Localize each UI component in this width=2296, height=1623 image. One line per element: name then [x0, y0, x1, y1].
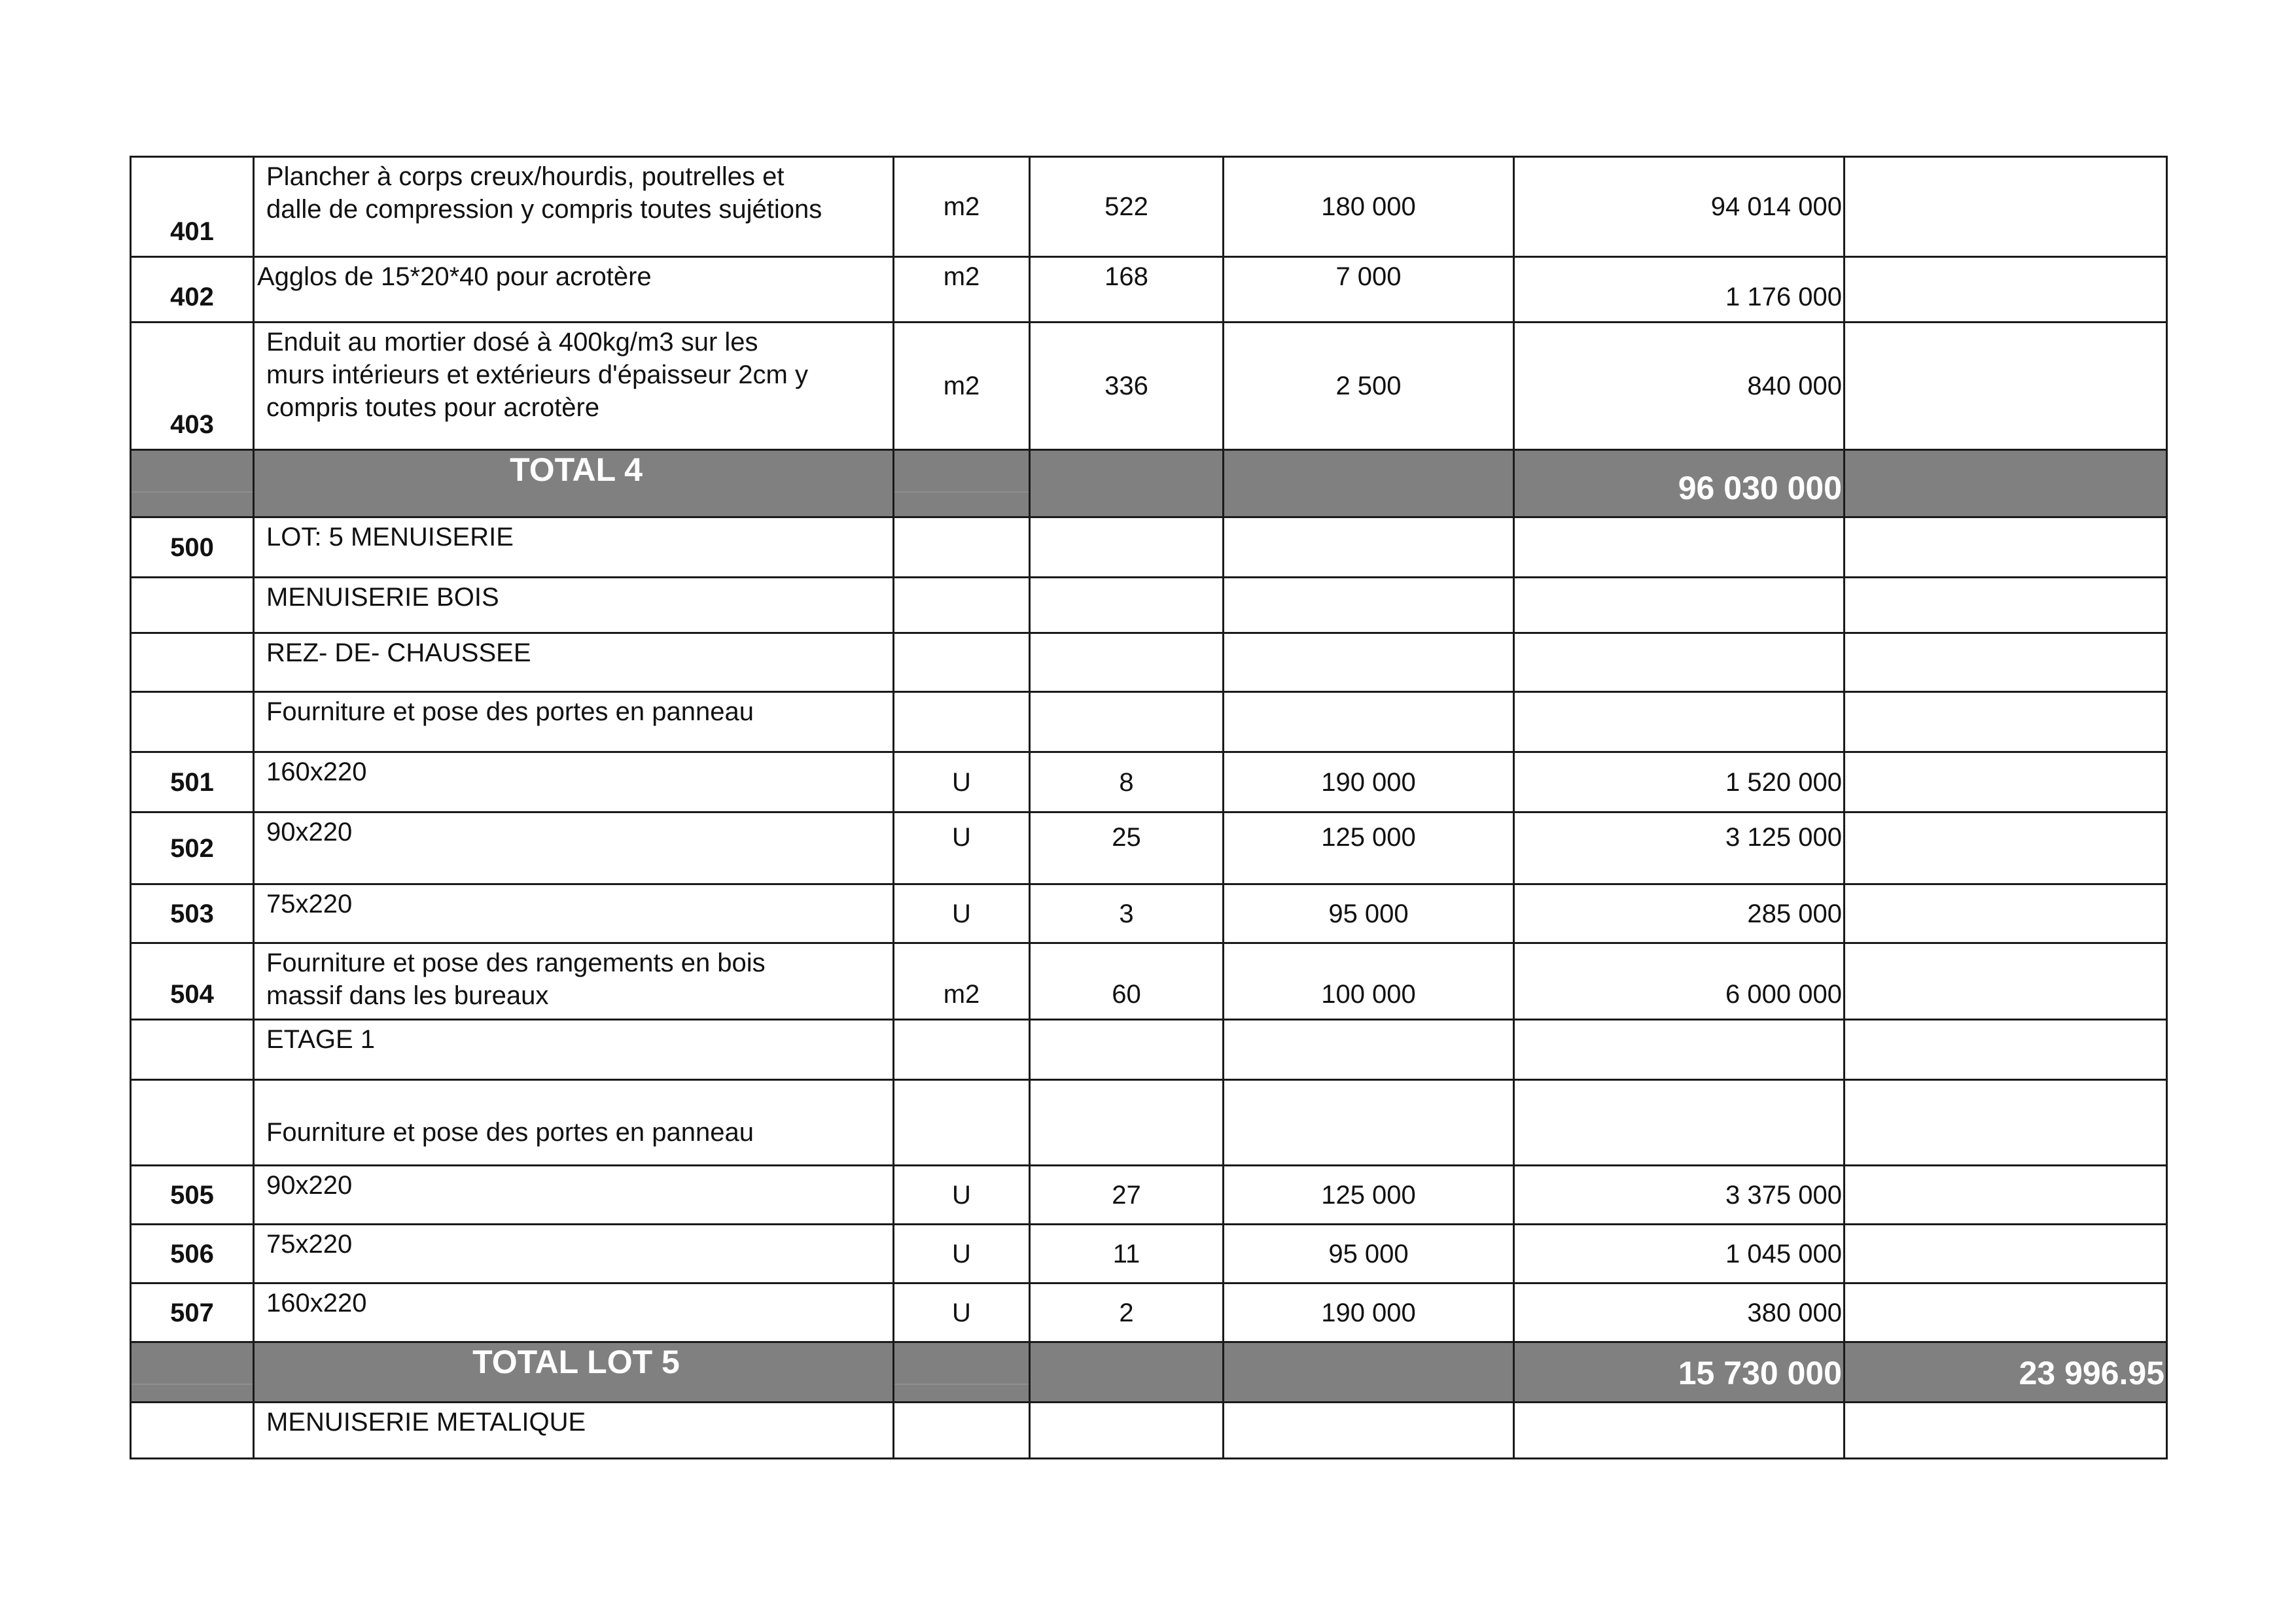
item-code: [131, 692, 254, 752]
table-row: [131, 157, 2167, 257]
item-unit: [894, 633, 1030, 692]
description-line: 160x220: [266, 1289, 367, 1318]
item-unit: U: [894, 812, 1030, 884]
item-unit-price: 2 500: [1224, 323, 1514, 450]
description-line: 75x220: [266, 1230, 353, 1259]
item-description: [254, 517, 894, 578]
item-code: [131, 1403, 254, 1459]
item-quantity: 336: [1030, 323, 1224, 450]
item-extra: [1845, 1283, 2167, 1342]
item-description: [254, 157, 894, 257]
item-extra: [1845, 884, 2167, 943]
item-quantity: 2: [1030, 1283, 1224, 1342]
table-row: [131, 578, 2167, 633]
item-code: [131, 1080, 254, 1166]
item-code: [131, 578, 254, 633]
item-description: [254, 943, 894, 1020]
total-row: [131, 1342, 2167, 1403]
total-code-cell: [131, 1342, 254, 1403]
table-row: [131, 1283, 2167, 1342]
item-code: 500: [131, 517, 254, 578]
item-quantity: [1030, 1080, 1224, 1166]
item-description: [254, 1403, 894, 1459]
item-quantity: [1030, 633, 1224, 692]
item-unit-price: 125 000: [1224, 812, 1514, 884]
item-amount: [1514, 517, 1845, 578]
item-unit: m2: [894, 323, 1030, 450]
description-line: 75x220: [266, 890, 353, 918]
item-code: 502: [131, 812, 254, 884]
item-unit: U: [894, 1166, 1030, 1225]
table-row: [131, 752, 2167, 812]
total-qty-cell: [1030, 1342, 1224, 1403]
item-unit: U: [894, 1283, 1030, 1342]
item-amount: 1 176 000: [1514, 257, 1845, 323]
item-extra: [1845, 812, 2167, 884]
item-description: [254, 633, 894, 692]
table-row: [131, 812, 2167, 884]
item-amount: [1514, 578, 1845, 633]
item-extra: [1845, 323, 2167, 450]
item-description: [254, 1166, 894, 1225]
item-unit-price: 190 000: [1224, 1283, 1514, 1342]
description-line: compris toutes pour acrotère: [266, 393, 600, 422]
total-label: TOTAL LOT 5: [254, 1342, 894, 1403]
item-unit-price: 100 000: [1224, 943, 1514, 1020]
table-row: [131, 1403, 2167, 1459]
item-description: [254, 812, 894, 884]
total-code-cell: [131, 450, 254, 517]
description-line: 90x220: [266, 818, 353, 846]
item-quantity: 3: [1030, 884, 1224, 943]
item-unit: [894, 692, 1030, 752]
item-unit: U: [894, 752, 1030, 812]
description-line: REZ- DE- CHAUSSEE: [266, 638, 531, 667]
total-row: [131, 450, 2167, 517]
item-amount: 840 000: [1514, 323, 1845, 450]
description-line: Fourniture et pose des rangements en bois: [266, 949, 766, 977]
item-quantity: 27: [1030, 1166, 1224, 1225]
item-description: [254, 323, 894, 450]
item-code: 501: [131, 752, 254, 812]
item-quantity: 522: [1030, 157, 1224, 257]
item-unit-price: 95 000: [1224, 884, 1514, 943]
total-qty-cell: [1030, 450, 1224, 517]
item-extra: [1845, 633, 2167, 692]
item-description: [254, 884, 894, 943]
item-unit-price: [1224, 517, 1514, 578]
item-unit-price: [1224, 692, 1514, 752]
item-extra: [1845, 692, 2167, 752]
item-extra: [1845, 1020, 2167, 1080]
item-quantity: 25: [1030, 812, 1224, 884]
item-unit-price: 125 000: [1224, 1166, 1514, 1225]
description-line: Enduit au mortier dosé à 400kg/m3 sur les: [266, 328, 758, 357]
description-line: LOT: 5 MENUISERIE: [266, 523, 514, 551]
item-amount: 285 000: [1514, 884, 1845, 943]
item-quantity: [1030, 1403, 1224, 1459]
item-code: 504: [131, 943, 254, 1020]
total-pu-cell: [1224, 450, 1514, 517]
item-description: [254, 257, 894, 323]
description-line: Fourniture et pose des portes en panneau: [266, 1118, 754, 1147]
description-line: ETAGE 1: [266, 1025, 375, 1054]
item-description: [254, 578, 894, 633]
item-extra: [1845, 517, 2167, 578]
description-line: dalle de compression y compris toutes sujétions: [266, 195, 822, 224]
item-extra: [1845, 1166, 2167, 1225]
item-quantity: [1030, 692, 1224, 752]
item-amount: 1 045 000: [1514, 1225, 1845, 1283]
item-unit: [894, 517, 1030, 578]
item-amount: 6 000 000: [1514, 943, 1845, 1020]
item-amount: 380 000: [1514, 1283, 1845, 1342]
item-unit: [894, 1020, 1030, 1080]
item-unit: m2: [894, 257, 1030, 323]
item-code: 401: [131, 157, 254, 257]
item-extra: [1845, 943, 2167, 1020]
item-unit: [894, 1080, 1030, 1166]
table-row: [131, 257, 2167, 323]
item-amount: 1 520 000: [1514, 752, 1845, 812]
item-code: 505: [131, 1166, 254, 1225]
item-description: [254, 1020, 894, 1080]
total-unit-cell: [894, 450, 1030, 517]
item-code: 403: [131, 323, 254, 450]
description-line: Fourniture et pose des portes en panneau: [266, 697, 754, 726]
item-quantity: 168: [1030, 257, 1224, 323]
item-unit: U: [894, 1225, 1030, 1283]
item-quantity: 60: [1030, 943, 1224, 1020]
item-code: 503: [131, 884, 254, 943]
table-row: [131, 323, 2167, 450]
item-amount: 3 375 000: [1514, 1166, 1845, 1225]
description-line: [266, 1083, 886, 1116]
item-unit: U: [894, 884, 1030, 943]
item-unit-price: 180 000: [1224, 157, 1514, 257]
item-code: [131, 1020, 254, 1080]
item-code: 506: [131, 1225, 254, 1283]
item-extra: [1845, 1403, 2167, 1459]
table-row: [131, 1080, 2167, 1166]
item-code: 507: [131, 1283, 254, 1342]
item-unit-price: 7 000: [1224, 257, 1514, 323]
item-unit-price: [1224, 1080, 1514, 1166]
table-row: [131, 1225, 2167, 1283]
item-amount: 3 125 000: [1514, 812, 1845, 884]
description-line: MENUISERIE METALIQUE: [266, 1408, 586, 1437]
total-unit-cell: [894, 1342, 1030, 1403]
item-unit-price: [1224, 633, 1514, 692]
item-extra: [1845, 752, 2167, 812]
table-row: [131, 943, 2167, 1020]
table-row: [131, 692, 2167, 752]
item-extra: [1845, 157, 2167, 257]
description-line: Plancher à corps creux/hourdis, poutrelles et: [266, 162, 785, 191]
item-unit: [894, 578, 1030, 633]
item-unit-price: [1224, 1020, 1514, 1080]
item-amount: [1514, 692, 1845, 752]
item-quantity: [1030, 517, 1224, 578]
table-row: [131, 633, 2167, 692]
item-quantity: [1030, 578, 1224, 633]
total-amount: 96 030 000: [1514, 450, 1845, 517]
item-code: [131, 633, 254, 692]
item-description: [254, 752, 894, 812]
item-extra: [1845, 257, 2167, 323]
item-quantity: 8: [1030, 752, 1224, 812]
table-row: [131, 1166, 2167, 1225]
item-unit-price: 190 000: [1224, 752, 1514, 812]
item-amount: [1514, 633, 1845, 692]
item-amount: [1514, 1020, 1845, 1080]
description-line: Agglos de 15*20*40 pour acrotère: [257, 262, 652, 291]
item-description: [254, 1225, 894, 1283]
total-extra: 23 996.95: [1845, 1342, 2167, 1403]
item-quantity: [1030, 1020, 1224, 1080]
total-label: TOTAL 4: [254, 450, 894, 517]
item-extra: [1845, 1080, 2167, 1166]
item-amount: [1514, 1080, 1845, 1166]
item-code: 402: [131, 257, 254, 323]
item-unit-price: [1224, 1403, 1514, 1459]
item-unit: m2: [894, 943, 1030, 1020]
description-line: 90x220: [266, 1171, 353, 1200]
item-unit-price: [1224, 578, 1514, 633]
item-description: [254, 692, 894, 752]
item-amount: [1514, 1403, 1845, 1459]
description-line: 160x220: [266, 758, 367, 786]
description-line: murs intérieurs et extérieurs d'épaisseur 2cm y: [266, 360, 808, 389]
total-amount: 15 730 000: [1514, 1342, 1845, 1403]
total-extra: [1845, 450, 2167, 517]
description-line: massif dans les bureaux: [266, 981, 549, 1010]
item-unit-price: 95 000: [1224, 1225, 1514, 1283]
total-pu-cell: [1224, 1342, 1514, 1403]
item-extra: [1845, 1225, 2167, 1283]
table-row: [131, 1020, 2167, 1080]
item-unit: [894, 1403, 1030, 1459]
item-extra: [1845, 578, 2167, 633]
item-quantity: 11: [1030, 1225, 1224, 1283]
item-unit: m2: [894, 157, 1030, 257]
item-description: [254, 1080, 894, 1166]
table-row: [131, 884, 2167, 943]
description-line: MENUISERIE BOIS: [266, 583, 499, 612]
table-row: [131, 517, 2167, 578]
item-amount: 94 014 000: [1514, 157, 1845, 257]
bill-of-quantities-table: [130, 156, 2168, 1459]
item-description: [254, 1283, 894, 1342]
